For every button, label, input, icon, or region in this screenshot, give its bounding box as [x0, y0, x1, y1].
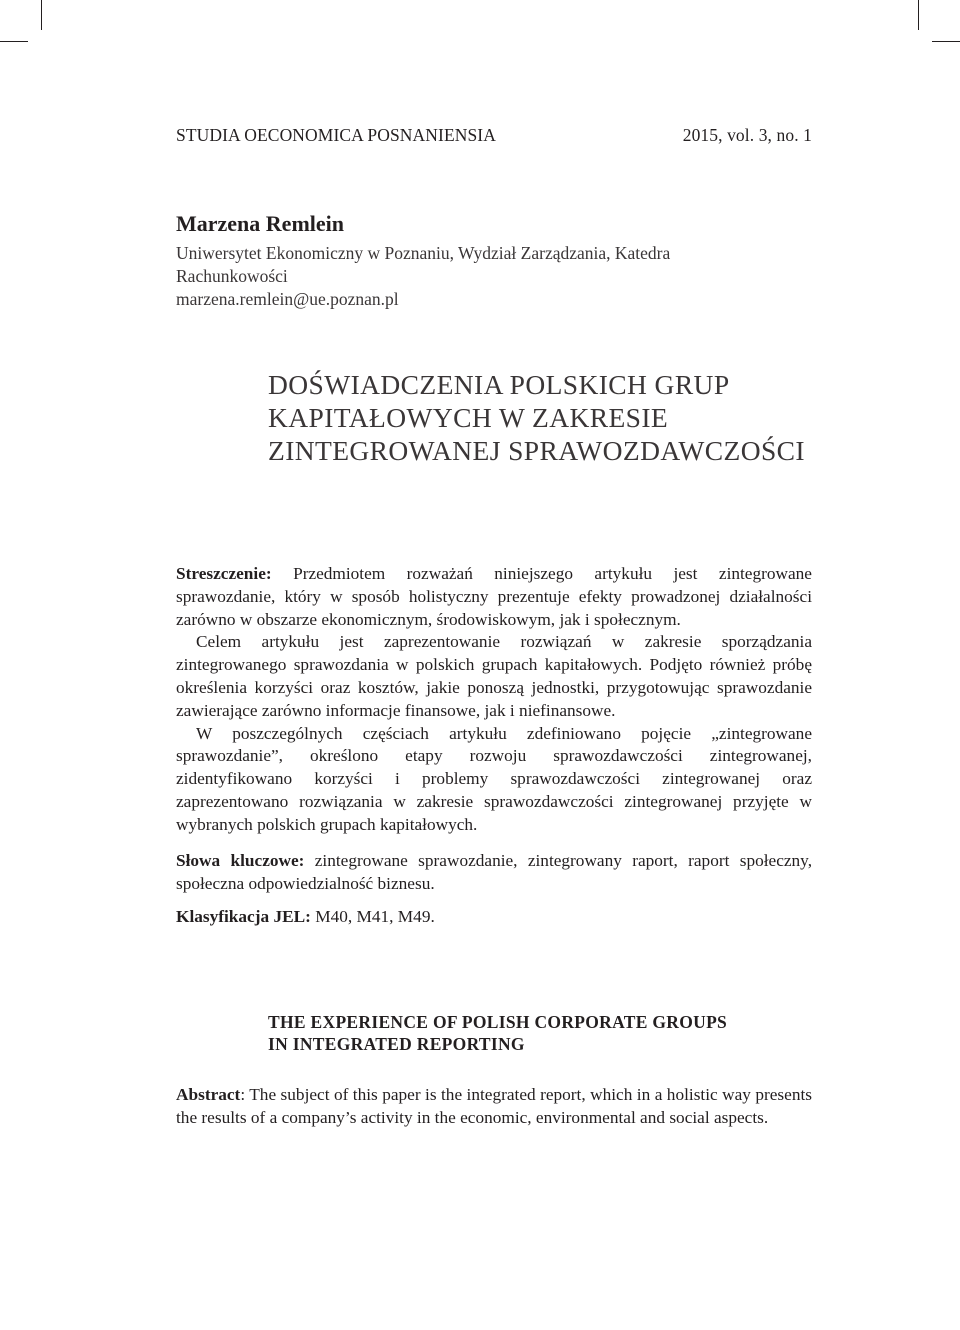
- crop-mark-top-left-h: [0, 41, 28, 42]
- crop-mark-top-right-v: [918, 0, 919, 30]
- issue-info: 2015, vol. 3, no. 1: [682, 125, 812, 145]
- crop-mark-top-left-v: [41, 0, 42, 30]
- jel-classification: [176, 906, 812, 929]
- author-email: marzena.remlein@ue.poznan.pl: [176, 289, 399, 309]
- title-line: ZINTEGROWANEJ SPRAWOZDAWCZOŚCI: [268, 435, 805, 466]
- jel-label: Klasyfikacja JEL:: [176, 907, 311, 926]
- abstract-text: : The subject of this paper is the integrated report, which in a holistic way presents the results of a company’s activity in the economic, environmental and social aspects.: [176, 1085, 812, 1127]
- streszczenie-para-2: Celem artykułu jest zaprezentowanie rozwiązań w zakresie sporządzania zintegrowanego sprawozdania w polskich grupach kapitałowych. Podjęto również próbę określenia korzyści oraz kosztów, jakie ponoszą jednostki, przygotowując sprawozdanie zawierające zarówno informacje finansowe, jak i niefinansowe.: [176, 632, 812, 720]
- title-line: KAPITAŁOWYCH W ZAKRESIE: [268, 402, 669, 433]
- jel-codes: M40, M41, M49.: [315, 907, 435, 926]
- article-title-pl: [268, 368, 828, 467]
- streszczenie-label: Streszczenie:: [176, 564, 272, 583]
- crop-mark-top-right-h: [932, 41, 960, 42]
- streszczenie-text-1: Przedmiotem rozważań niniejszego artykułu jest zintegrowane sprawozdanie, który w sposób holistyczny prezentuje efekty prowadzonej działalności zarówno w obszarze ekonomicznym, środowiskowym, jak i społecznym.: [176, 564, 812, 629]
- author-affiliation: [176, 242, 776, 311]
- keywords-text: zintegrowane sprawozdanie, zintegrowany raport, raport społeczny, społeczna odpowiedzialność biznesu.: [176, 851, 813, 893]
- streszczenie: [176, 563, 812, 837]
- affiliation-line: Uniwersytet Ekonomiczny w Poznaniu, Wydział Zarządzania, Katedra: [176, 243, 671, 263]
- journal-name: STUDIA OECONOMICA POSNANIENSIA: [176, 125, 496, 145]
- abstract-label: Abstract: [176, 1085, 241, 1104]
- author-name: Marzena Remlein: [176, 211, 344, 236]
- title-en-line: IN INTEGRATED REPORTING: [268, 1034, 525, 1054]
- running-head: [176, 125, 812, 146]
- keywords: [176, 850, 812, 896]
- article-title-en: [268, 1011, 828, 1055]
- streszczenie-para-1: [176, 563, 812, 631]
- title-line: DOŚWIADCZENIA POLSKICH GRUP: [268, 369, 730, 400]
- affiliation-line: Rachunkowości: [176, 266, 288, 286]
- keywords-label: Słowa kluczowe:: [176, 851, 305, 870]
- title-en-line: THE EXPERIENCE OF POLISH CORPORATE GROUPS: [268, 1012, 728, 1032]
- streszczenie-para-3: W poszczególnych częściach artykułu zdefiniowano pojęcie „zintegrowane sprawozdanie”, określono etapy rozwoju sprawozdawczości zintegrowanej, zidentyfikowano korzyści i problemy sprawozdawczości zintegrowanej oraz zaprezentowano rozwiązania w zakresie sprawozdawczości zintegrowanej przyjęte w wybranych polskich grupach kapitałowych.: [176, 723, 812, 834]
- abstract-en: [176, 1084, 812, 1130]
